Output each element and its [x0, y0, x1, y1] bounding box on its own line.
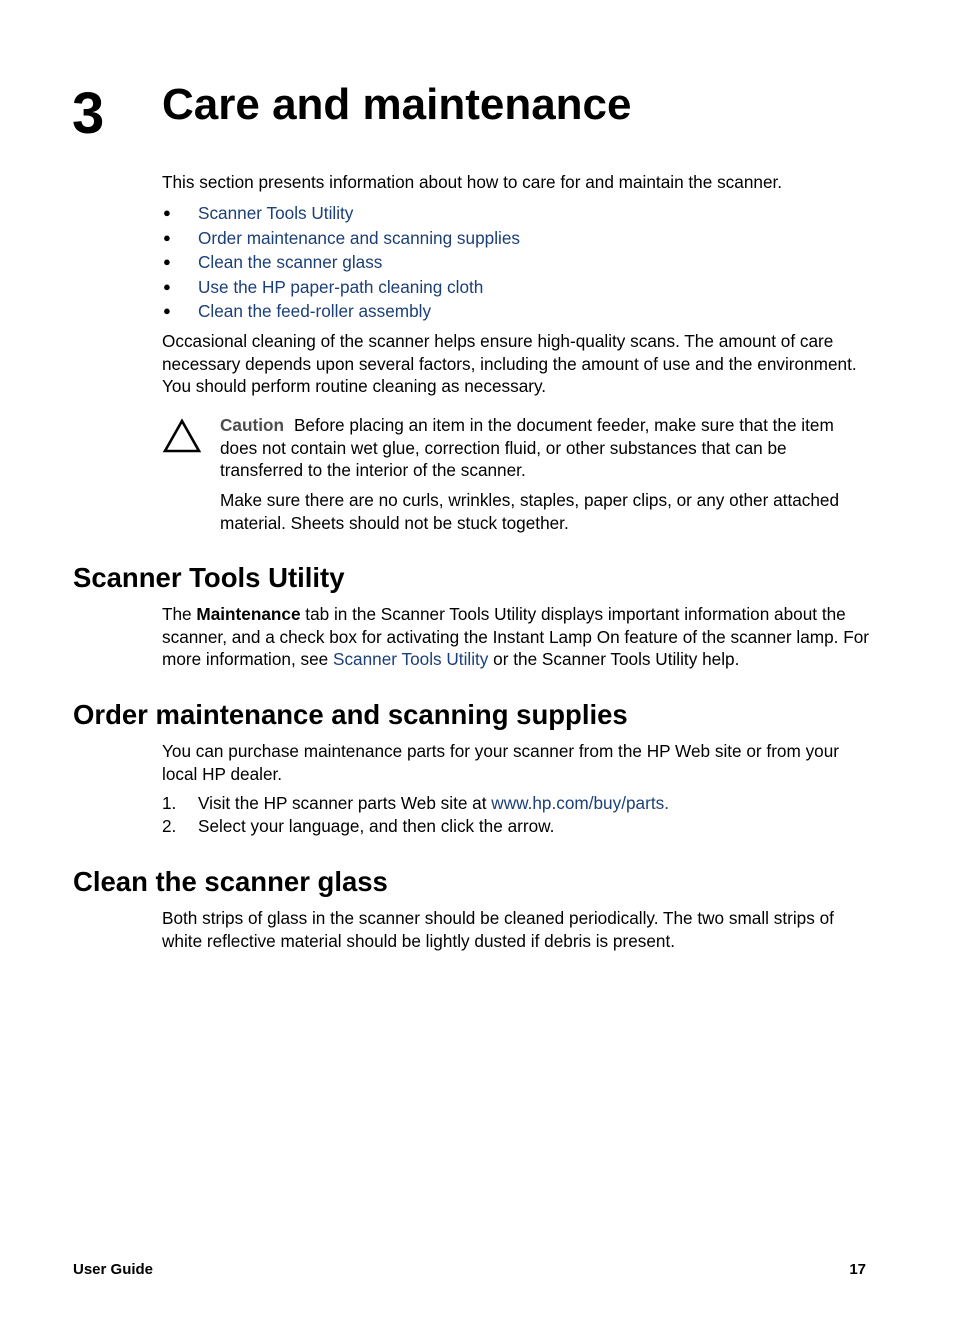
caution-text: Before placing an item in the document feeder, make sure that the item does not contain wet glue, correction fluid, or other substances that can be transferred to the interior of the scanner.	[220, 415, 834, 481]
heading-order-supplies: Order maintenance and scanning supplies	[73, 699, 628, 730]
list-item	[162, 201, 520, 226]
link-scanner-tools-utility-inline[interactable]: Scanner Tools Utility	[333, 649, 489, 670]
text-span: or the Scanner Tools Utility help.	[488, 649, 740, 670]
maintenance-tab-term: Maintenance	[196, 604, 301, 624]
cleaning-paragraph: Occasional cleaning of the scanner helps ensure high-quality scans. The amount of care necessary depends upon several factors, including the amount of use and the environment. You should perform routine cleaning as necessary.	[162, 331, 857, 397]
link-hp-parts-site[interactable]: www.hp.com/buy/parts	[491, 793, 665, 813]
heading-clean-scanner-glass: Clean the scanner glass	[73, 866, 388, 897]
link-cleaning-cloth[interactable]: Use the HP paper-path cleaning cloth	[198, 276, 484, 297]
text-span: tab in the Scanner Tools Utility displays important information about the scanner, and a check box for activating the Instant Lamp On feature of the scanner lamp. For more information, see	[162, 604, 869, 670]
section-link-list	[162, 201, 520, 324]
caution-note-continued: Make sure there are no curls, wrinkles, staples, paper clips, or any other attached material. Sheets should not be stuck together.	[220, 490, 840, 533]
bullet-icon: ●	[163, 278, 171, 294]
link-order-supplies[interactable]: Order maintenance and scanning supplies	[198, 227, 520, 248]
bullet-icon: ●	[163, 303, 171, 318]
footer-page-number: 17	[849, 1261, 866, 1278]
caution-note	[220, 414, 872, 482]
step-number: 2.	[162, 815, 177, 836]
list-item	[162, 275, 520, 300]
heading-scanner-tools-utility: Scanner Tools Utility	[73, 562, 345, 593]
footer-guide-title: User Guide	[73, 1261, 154, 1278]
link-clean-scanner-glass[interactable]: Clean the scanner glass	[198, 252, 383, 272]
link-scanner-tools-utility[interactable]: Scanner Tools Utility	[198, 203, 354, 223]
step-text-end: .	[664, 793, 669, 813]
list-item	[162, 250, 520, 275]
step-number: 1.	[162, 793, 177, 813]
order-steps-list	[162, 792, 669, 838]
intro-paragraph: This section presents information about how to care for and maintain the scanner.	[162, 172, 783, 192]
step-text: Visit the HP scanner parts Web site at	[198, 793, 492, 813]
list-item	[162, 299, 520, 324]
clean-glass-paragraph: Both strips of glass in the scanner should be cleaned periodically. The two small strips of white reflective material should be lightly dusted if debris is present.	[162, 908, 834, 951]
text-span: The	[162, 604, 197, 624]
chapter-number: 3	[72, 81, 105, 146]
bullet-icon: ●	[163, 229, 171, 245]
scanner-tools-paragraph	[162, 603, 874, 671]
bullet-icon: ●	[163, 205, 171, 220]
caution-label: Caution	[220, 415, 284, 435]
step-text: Select your language, and then click the arrow.	[198, 815, 555, 836]
list-item	[162, 226, 520, 251]
link-feed-roller[interactable]: Clean the feed-roller assembly	[198, 301, 432, 321]
list-item	[162, 792, 669, 815]
warning-triangle-icon	[162, 418, 202, 454]
chapter-title: Care and maintenance	[162, 80, 632, 129]
list-item	[162, 815, 669, 838]
order-supplies-paragraph: You can purchase maintenance parts for your scanner from the HP Web site or from your local HP dealer.	[162, 741, 840, 784]
bullet-icon: ●	[163, 254, 171, 269]
